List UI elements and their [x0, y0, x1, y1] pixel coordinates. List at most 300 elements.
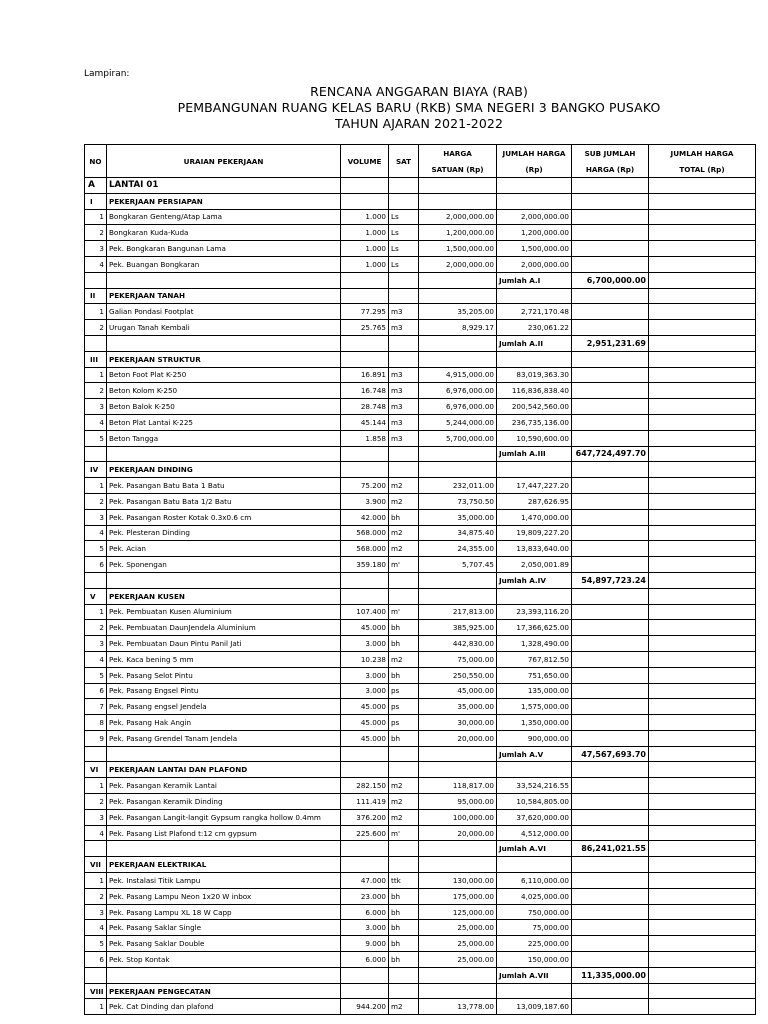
- empty-cell: [572, 430, 649, 446]
- item-no: 6: [85, 683, 107, 699]
- item-harga: 75,000.00: [419, 651, 497, 667]
- item-no: 3: [85, 509, 107, 525]
- item-volume: 23.000: [341, 888, 389, 904]
- empty-cell: [572, 825, 649, 841]
- item-volume: 47.000: [341, 873, 389, 889]
- empty-cell: [572, 509, 649, 525]
- empty-cell: [572, 557, 649, 573]
- empty-cell: [419, 746, 497, 762]
- empty-cell: [389, 983, 419, 999]
- item-sat: m3: [389, 414, 419, 430]
- empty-cell: [497, 193, 572, 209]
- empty-cell: [649, 588, 756, 604]
- table-row: [85, 209, 756, 225]
- item-jumlah: 1,500,000.00: [497, 241, 572, 257]
- item-volume: 6.000: [341, 904, 389, 920]
- item-jumlah: 4,025,000.00: [497, 888, 572, 904]
- item-volume: 1.000: [341, 256, 389, 272]
- section-header-row: [85, 462, 756, 478]
- empty-cell: [572, 730, 649, 746]
- item-no: 5: [85, 430, 107, 446]
- item-desc: Beton Balok K-250: [107, 399, 341, 415]
- empty-cell: [649, 936, 756, 952]
- item-sat: m2: [389, 478, 419, 494]
- empty-cell: [649, 920, 756, 936]
- empty-cell: [649, 241, 756, 257]
- item-jumlah: 4,512,000.00: [497, 825, 572, 841]
- empty-cell: [649, 367, 756, 383]
- empty-cell: [572, 304, 649, 320]
- item-sat: m3: [389, 430, 419, 446]
- empty-cell: [572, 256, 649, 272]
- item-desc: Pek. Pasangan Batu Bata 1/2 Batu: [107, 493, 341, 509]
- empty-cell: [649, 620, 756, 636]
- item-no: 3: [85, 904, 107, 920]
- item-volume: 225.600: [341, 825, 389, 841]
- table-row: [85, 414, 756, 430]
- empty-cell: [389, 351, 419, 367]
- item-jumlah: 75,000.00: [497, 920, 572, 936]
- empty-cell: [572, 667, 649, 683]
- item-desc: Pek. Pasangan Keramik Lantai: [107, 778, 341, 794]
- empty-cell: [572, 920, 649, 936]
- empty-cell: [85, 272, 107, 288]
- item-sat: m': [389, 557, 419, 573]
- empty-cell: [649, 256, 756, 272]
- item-harga: 25,000.00: [419, 920, 497, 936]
- section-header-row: [85, 762, 756, 778]
- item-sat: bh: [389, 636, 419, 652]
- item-no: 5: [85, 667, 107, 683]
- item-desc: Bongkaran Kuda-Kuda: [107, 225, 341, 241]
- item-harga: 95,000.00: [419, 794, 497, 810]
- item-sat: m3: [389, 383, 419, 399]
- empty-cell: [649, 683, 756, 699]
- item-harga: 20,000.00: [419, 825, 497, 841]
- empty-cell: [572, 636, 649, 652]
- item-sat: Ls: [389, 256, 419, 272]
- empty-cell: [419, 335, 497, 351]
- item-no: 1: [85, 604, 107, 620]
- item-desc: Pek. Pasang Selot Pintu: [107, 667, 341, 683]
- empty-cell: [341, 762, 389, 778]
- section-title: PEKERJAAN PERSIAPAN: [107, 193, 341, 209]
- item-desc: Pek. Pasangan Keramik Dinding: [107, 794, 341, 810]
- empty-cell: [572, 288, 649, 304]
- table-row: [85, 809, 756, 825]
- item-jumlah: 2,000,000.00: [497, 209, 572, 225]
- section-title: PEKERJAAN DINDING: [107, 462, 341, 478]
- empty-cell: [649, 794, 756, 810]
- empty-cell: [341, 588, 389, 604]
- empty-cell: [419, 967, 497, 983]
- empty-cell: [389, 588, 419, 604]
- table-row: [85, 699, 756, 715]
- item-jumlah: 2,050,001.89: [497, 557, 572, 573]
- group-row: [85, 178, 756, 194]
- empty-cell: [572, 904, 649, 920]
- empty-cell: [649, 778, 756, 794]
- item-no: 1: [85, 778, 107, 794]
- item-harga: 100,000.00: [419, 809, 497, 825]
- section-title: PEKERJAAN KUSEN: [107, 588, 341, 604]
- item-desc: Pek. Bongkaran Bangunan Lama: [107, 241, 341, 257]
- item-volume: 568.000: [341, 541, 389, 557]
- item-jumlah: 37,620,000.00: [497, 809, 572, 825]
- item-desc: Beton Plat Lantai K-225: [107, 414, 341, 430]
- table-row: [85, 651, 756, 667]
- item-desc: Beton Tangga: [107, 430, 341, 446]
- item-jumlah: 17,366,625.00: [497, 620, 572, 636]
- empty-cell: [341, 746, 389, 762]
- empty-cell: [389, 462, 419, 478]
- item-no: 4: [85, 525, 107, 541]
- section-title: PEKERJAAN ELEKTRIKAL: [107, 857, 341, 873]
- item-jumlah: 2,000,000.00: [497, 256, 572, 272]
- empty-cell: [341, 288, 389, 304]
- table-row: [85, 241, 756, 257]
- section-no: III: [85, 351, 107, 367]
- item-harga: 35,000.00: [419, 699, 497, 715]
- empty-cell: [85, 746, 107, 762]
- empty-cell: [572, 241, 649, 257]
- item-jumlah: 19,809,227.20: [497, 525, 572, 541]
- item-volume: 3.000: [341, 667, 389, 683]
- empty-cell: [341, 572, 389, 588]
- table-row: [85, 557, 756, 573]
- item-volume: 1.000: [341, 225, 389, 241]
- item-sat: bh: [389, 936, 419, 952]
- table-row: [85, 367, 756, 383]
- empty-cell: [389, 572, 419, 588]
- table-row: [85, 225, 756, 241]
- item-volume: 45.000: [341, 715, 389, 731]
- item-no: 5: [85, 541, 107, 557]
- empty-cell: [107, 572, 341, 588]
- empty-cell: [497, 762, 572, 778]
- table-row: [85, 794, 756, 810]
- empty-cell: [107, 446, 341, 462]
- table-row: [85, 999, 756, 1015]
- empty-cell: [419, 588, 497, 604]
- item-no: 8: [85, 715, 107, 731]
- header-jumlah-1: JUMLAH HARGA: [497, 145, 572, 162]
- item-volume: 42.000: [341, 509, 389, 525]
- item-harga: 5,707.45: [419, 557, 497, 573]
- section-no: VI: [85, 762, 107, 778]
- document-title: [84, 84, 754, 132]
- empty-cell: [389, 762, 419, 778]
- empty-cell: [389, 288, 419, 304]
- item-sat: m3: [389, 367, 419, 383]
- empty-cell: [341, 351, 389, 367]
- empty-cell: [572, 478, 649, 494]
- section-header-row: [85, 351, 756, 367]
- empty-cell: [649, 462, 756, 478]
- item-harga: 2,000,000.00: [419, 209, 497, 225]
- empty-cell: [389, 746, 419, 762]
- item-harga: 30,000.00: [419, 715, 497, 731]
- empty-cell: [572, 778, 649, 794]
- empty-cell: [649, 983, 756, 999]
- empty-cell: [649, 604, 756, 620]
- section-sum-row: [85, 841, 756, 857]
- empty-cell: [572, 588, 649, 604]
- header-sub-2: HARGA (Rp): [572, 161, 649, 178]
- item-desc: Pek. Cat Dinding dan plafond: [107, 999, 341, 1015]
- empty-cell: [572, 525, 649, 541]
- section-no: II: [85, 288, 107, 304]
- item-volume: 1.000: [341, 241, 389, 257]
- table-row: [85, 620, 756, 636]
- item-no: 1: [85, 999, 107, 1015]
- item-no: 2: [85, 493, 107, 509]
- empty-cell: [497, 462, 572, 478]
- item-harga: 5,244,000.00: [419, 414, 497, 430]
- item-harga: 25,000.00: [419, 936, 497, 952]
- item-harga: 8,929.17: [419, 320, 497, 336]
- empty-cell: [649, 572, 756, 588]
- empty-cell: [649, 193, 756, 209]
- table-row: [85, 256, 756, 272]
- item-jumlah: 150,000.00: [497, 952, 572, 968]
- item-jumlah: 1,350,000.00: [497, 715, 572, 731]
- item-desc: Pek. Stop Kontak: [107, 952, 341, 968]
- section-header-row: [85, 288, 756, 304]
- empty-cell: [572, 493, 649, 509]
- empty-cell: [389, 841, 419, 857]
- empty-cell: [107, 272, 341, 288]
- header-uraian: URAIAN PEKERJAAN: [107, 145, 341, 178]
- table-header-row: [85, 145, 756, 162]
- table-body: [85, 178, 756, 1015]
- empty-cell: [649, 809, 756, 825]
- section-sum-row: [85, 746, 756, 762]
- empty-cell: [649, 557, 756, 573]
- header-harga-1: HARGA: [419, 145, 497, 162]
- empty-cell: [419, 572, 497, 588]
- empty-cell: [497, 588, 572, 604]
- table-row: [85, 683, 756, 699]
- empty-cell: [649, 699, 756, 715]
- item-desc: Pek. Pembuatan DaunJendela Aluminium: [107, 620, 341, 636]
- item-harga: 73,750.50: [419, 493, 497, 509]
- header-total-1: JUMLAH HARGA: [649, 145, 756, 162]
- table-row: [85, 825, 756, 841]
- item-volume: 45.144: [341, 414, 389, 430]
- item-sat: bh: [389, 730, 419, 746]
- table-row: [85, 873, 756, 889]
- empty-cell: [572, 857, 649, 873]
- empty-cell: [649, 225, 756, 241]
- section-sum-row: [85, 335, 756, 351]
- item-sat: m2: [389, 809, 419, 825]
- empty-cell: [649, 715, 756, 731]
- empty-cell: [389, 967, 419, 983]
- table-row: [85, 730, 756, 746]
- item-sat: bh: [389, 888, 419, 904]
- empty-cell: [572, 604, 649, 620]
- table-row: [85, 304, 756, 320]
- table-row: [85, 952, 756, 968]
- item-sat: m3: [389, 304, 419, 320]
- item-desc: Pek. Pembuatan Daun Pintu Panil Jati: [107, 636, 341, 652]
- section-sum-label: Jumlah A.VI: [497, 841, 572, 857]
- empty-cell: [389, 335, 419, 351]
- empty-cell: [572, 762, 649, 778]
- item-harga: 24,355.00: [419, 541, 497, 557]
- empty-cell: [419, 762, 497, 778]
- empty-cell: [389, 193, 419, 209]
- lampiran-label: Lampiran:: [84, 69, 130, 79]
- item-volume: 3.000: [341, 683, 389, 699]
- section-sum-label: Jumlah A.II: [497, 335, 572, 351]
- section-subtotal: 86,241,021.55: [572, 841, 649, 857]
- empty-cell: [572, 193, 649, 209]
- item-jumlah: 13,009,187.60: [497, 999, 572, 1015]
- item-jumlah: 750,000.00: [497, 904, 572, 920]
- table-row: [85, 320, 756, 336]
- empty-cell: [649, 335, 756, 351]
- item-volume: 107.400: [341, 604, 389, 620]
- empty-cell: [649, 272, 756, 288]
- item-harga: 442,830.00: [419, 636, 497, 652]
- item-volume: 3.000: [341, 636, 389, 652]
- empty-cell: [649, 651, 756, 667]
- item-no: 2: [85, 383, 107, 399]
- empty-cell: [649, 446, 756, 462]
- empty-cell: [341, 983, 389, 999]
- item-sat: ps: [389, 715, 419, 731]
- item-jumlah: 13,833,640.00: [497, 541, 572, 557]
- section-sum-label: Jumlah A.I: [497, 272, 572, 288]
- item-volume: 359.180: [341, 557, 389, 573]
- empty-cell: [572, 620, 649, 636]
- empty-cell: [649, 967, 756, 983]
- item-desc: Pek. Pasang engsel Jendela: [107, 699, 341, 715]
- title-line-3: TAHUN AJARAN 2021-2022: [334, 116, 504, 131]
- item-desc: Pek. Sponengan: [107, 557, 341, 573]
- table-row: [85, 888, 756, 904]
- empty-cell: [389, 857, 419, 873]
- item-sat: m2: [389, 541, 419, 557]
- empty-cell: [572, 952, 649, 968]
- empty-cell: [572, 873, 649, 889]
- item-desc: Pek. Pembuatan Kusen Aluminium: [107, 604, 341, 620]
- item-sat: bh: [389, 509, 419, 525]
- section-sum-row: [85, 967, 756, 983]
- item-jumlah: 17,447,227.20: [497, 478, 572, 494]
- empty-cell: [341, 857, 389, 873]
- empty-cell: [572, 225, 649, 241]
- item-sat: m2: [389, 493, 419, 509]
- item-desc: Pek. Pasang Saklar Single: [107, 920, 341, 936]
- empty-cell: [649, 383, 756, 399]
- item-jumlah: 1,575,000.00: [497, 699, 572, 715]
- empty-cell: [107, 967, 341, 983]
- table-row: [85, 478, 756, 494]
- empty-cell: [389, 446, 419, 462]
- item-desc: Pek. Pasang List Plafond t:12 cm gypsum: [107, 825, 341, 841]
- item-jumlah: 116,836,838.40: [497, 383, 572, 399]
- item-no: 2: [85, 320, 107, 336]
- section-sum-label: Jumlah A.VII: [497, 967, 572, 983]
- item-harga: 2,000,000.00: [419, 256, 497, 272]
- item-jumlah: 10,590,600.00: [497, 430, 572, 446]
- section-sum-label: Jumlah A.IV: [497, 572, 572, 588]
- item-harga: 130,000.00: [419, 873, 497, 889]
- item-sat: ps: [389, 683, 419, 699]
- section-subtotal: 647,724,497.70: [572, 446, 649, 462]
- header-sub-1: SUB JUMLAH: [572, 145, 649, 162]
- empty-cell: [419, 288, 497, 304]
- empty-cell: [419, 272, 497, 288]
- section-header-row: [85, 857, 756, 873]
- empty-cell: [85, 335, 107, 351]
- empty-cell: [649, 730, 756, 746]
- item-no: 3: [85, 241, 107, 257]
- empty-cell: [419, 857, 497, 873]
- item-desc: Pek. Pasangan Batu Bata 1 Batu: [107, 478, 341, 494]
- table-row: [85, 936, 756, 952]
- item-sat: m2: [389, 794, 419, 810]
- item-jumlah: 83,019,363.30: [497, 367, 572, 383]
- item-sat: m2: [389, 651, 419, 667]
- empty-cell: [649, 873, 756, 889]
- item-harga: 250,550.00: [419, 667, 497, 683]
- section-no: VII: [85, 857, 107, 873]
- item-harga: 6,976,000.00: [419, 399, 497, 415]
- item-desc: Beton Foot Plat K-250: [107, 367, 341, 383]
- item-desc: Pek. Pasang Hak Angin: [107, 715, 341, 731]
- item-no: 1: [85, 873, 107, 889]
- empty-cell: [419, 193, 497, 209]
- item-desc: Bongkaran Genteng/Atap Lama: [107, 209, 341, 225]
- item-desc: Pek. Instalasi Titik Lampu: [107, 873, 341, 889]
- section-sum-row: [85, 446, 756, 462]
- item-harga: 13,778.00: [419, 999, 497, 1015]
- item-sat: m2: [389, 525, 419, 541]
- empty-cell: [572, 320, 649, 336]
- item-sat: bh: [389, 920, 419, 936]
- empty-cell: [649, 493, 756, 509]
- empty-cell: [572, 699, 649, 715]
- item-desc: Pek. Pasang Lampu XL 18 W Capp: [107, 904, 341, 920]
- empty-cell: [572, 888, 649, 904]
- item-sat: Ls: [389, 241, 419, 257]
- empty-cell: [572, 367, 649, 383]
- section-subtotal: 11,335,000.00: [572, 967, 649, 983]
- item-harga: 20,000.00: [419, 730, 497, 746]
- item-jumlah: 200,542,560.00: [497, 399, 572, 415]
- table-row: [85, 920, 756, 936]
- item-volume: 376.200: [341, 809, 389, 825]
- empty-cell: [649, 825, 756, 841]
- empty-cell: [107, 746, 341, 762]
- empty-cell: [85, 572, 107, 588]
- item-harga: 125,000.00: [419, 904, 497, 920]
- header-jumlah-2: (Rp): [497, 161, 572, 178]
- section-title: PEKERJAAN TANAH: [107, 288, 341, 304]
- section-sum-row: [85, 272, 756, 288]
- item-volume: 10.238: [341, 651, 389, 667]
- empty-cell: [419, 446, 497, 462]
- header-volume: VOLUME: [341, 145, 389, 178]
- item-harga: 34,875.40: [419, 525, 497, 541]
- section-no: VIII: [85, 983, 107, 999]
- empty-cell: [649, 667, 756, 683]
- item-harga: 1,200,000.00: [419, 225, 497, 241]
